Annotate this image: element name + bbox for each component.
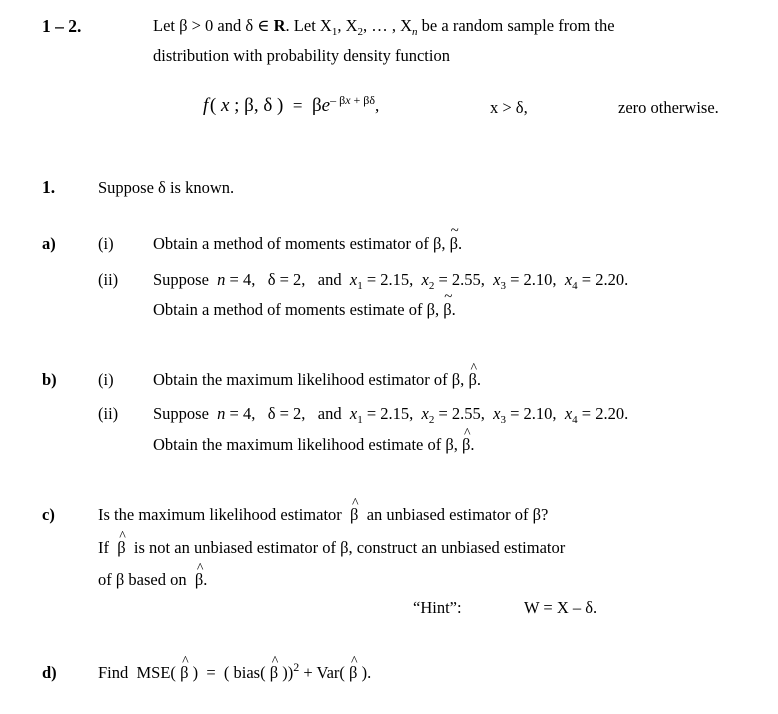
item-c-line3: of β based on ^ β. [98,570,207,590]
item-b-ii-line1: Suppose n = 4, δ = 2, and $x_1 = 2.15$, $x_2 = 2.55$, $x_3 = 2.10$, $x_4 = 2.20$. [153,404,629,426]
item-c-line2: If ^ β is not an unbiased estimator of β, construct an unbiased estimator [98,538,565,558]
item-b-i-text: Obtain the maximum likelihood estimator of β, ^ β. [153,370,481,390]
item-c-label: c) [42,505,55,524]
item-d-label: d) [42,663,57,682]
item-b-ii-label: (ii) [98,404,119,423]
item-b-i-label: (i) [98,370,114,389]
item-a-ii-line1: Suppose n = 4, δ = 2, and $x_1 = 2.15$, $x_2 = 2.55$, $x_3 = 2.10$, $x_4 = 2.20$. [153,270,629,292]
pdf-formula: f ( x ; β, δ ) = $\beta e^{- \beta x + \beta\delta}$, [203,93,380,116]
item-a-label: a) [42,234,56,253]
hint-label: “Hint”: [413,598,462,617]
part-number: 1. [42,177,56,197]
item-a-i-text: Obtain a method of moments estimator of β, ~ β. [153,234,462,254]
hint-text: W = X – δ. [524,598,598,617]
support-condition: x > δ, [490,98,528,117]
problem-number: 1 – 2. [42,16,82,36]
part-text: Suppose δ is known. [98,178,235,197]
item-a-ii-line2: Obtain a method of moments estimate of β, ~ β. [153,300,456,320]
item-b-label: b) [42,370,57,389]
item-a-i-label: (i) [98,234,114,253]
item-a-ii-label: (ii) [98,270,119,289]
item-d-text: Find MSE( ^ β ) = ( bias( ^ β ))$^2$ + Var( ^ β ). [98,663,371,683]
item-b-ii-line2: Obtain the maximum likelihood estimate of β, ^ β. [153,435,475,455]
intro-line-2: distribution with probability density function [153,46,450,65]
intro-line-1: Let β > 0 and δ ∈ R. Let $X_1$, $X_2$, … , $X_n$ be a random sample from the [153,16,615,38]
otherwise-text: zero otherwise. [618,98,719,117]
item-c-line1: Is the maximum likelihood estimator ^ β an unbiased estimator of β? [98,505,548,525]
